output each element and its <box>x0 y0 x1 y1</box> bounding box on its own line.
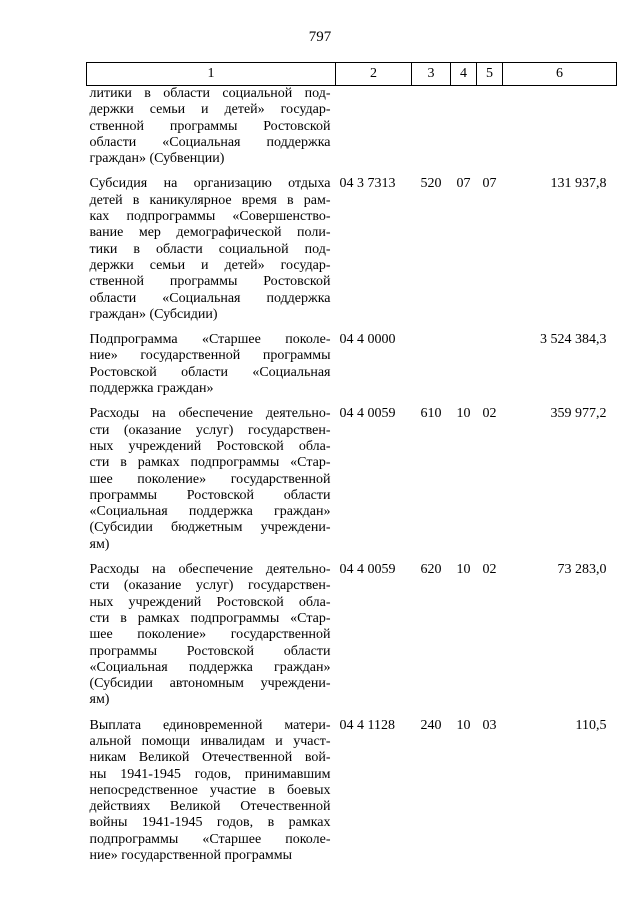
table-row <box>87 718 617 865</box>
spacer-cell <box>451 709 477 718</box>
description-line: программы Ростовской области <box>89 487 331 503</box>
row-code: 04 4 0059 <box>339 562 396 578</box>
description-line: (Субсидии бюджетным учреждени- <box>89 520 331 536</box>
table-row <box>87 562 617 709</box>
row-spacer <box>87 709 617 718</box>
row-description <box>87 176 336 323</box>
row-section: 10 <box>456 406 471 422</box>
description-line: шее поколение» государственной <box>89 471 331 487</box>
spacer-cell <box>477 397 503 406</box>
row-amount: 110,5 <box>575 717 607 733</box>
spacer-cell <box>451 553 477 562</box>
spacer-cell <box>477 167 503 176</box>
row-description <box>87 86 336 168</box>
row-description <box>87 332 336 397</box>
description-line: программы Ростовской области <box>89 643 331 659</box>
description-line: шее поколение» государственной <box>89 627 331 643</box>
page-number: 797 <box>308 29 332 45</box>
description-line: альной помощи инвалидам и участ- <box>89 733 331 749</box>
row-expense-type: 240 <box>420 717 442 733</box>
row-code: 04 4 0000 <box>339 332 396 348</box>
row-expense-type: 620 <box>420 562 442 578</box>
spacer-cell <box>87 709 336 718</box>
row-spacer <box>87 553 617 562</box>
column-header-6: 6 <box>503 63 617 86</box>
budget-table <box>86 62 617 864</box>
spacer-cell <box>451 323 477 332</box>
description-line: Расходы на обеспечение деятельно- <box>89 562 331 578</box>
spacer-cell <box>477 553 503 562</box>
row-amount: 131 937,8 <box>550 176 607 192</box>
spacer-cell <box>336 553 412 562</box>
table-row <box>87 406 617 553</box>
row-spacer <box>87 397 617 406</box>
description-line: держки семьи и детей» государ- <box>89 102 331 118</box>
row-subsection: 07 <box>482 176 497 192</box>
row-expense-type <box>412 86 451 168</box>
row-description <box>87 406 336 553</box>
description-line: ственной программы Ростовской <box>89 118 331 134</box>
row-amount: 73 283,0 <box>557 562 607 578</box>
spacer-cell <box>503 323 617 332</box>
spacer-cell <box>87 323 336 332</box>
spacer-cell <box>503 709 617 718</box>
spacer-cell <box>477 323 503 332</box>
description-line: «Социальная поддержка граждан» <box>89 504 331 520</box>
row-subsection <box>477 86 503 168</box>
row-code: 04 3 7313 <box>339 176 396 192</box>
description-line: Выплата единовременной матери- <box>89 717 331 733</box>
description-line: сти (оказание услуг) государствен- <box>89 422 331 438</box>
description-line: сти в рамках подпрограммы «Стар- <box>89 455 331 471</box>
description-line: литики в области социальной под- <box>89 86 331 101</box>
column-header-5: 5 <box>477 63 503 86</box>
spacer-cell <box>503 167 617 176</box>
table-row <box>87 86 617 168</box>
description-line: детей в каникулярное время в рам- <box>89 192 331 208</box>
description-line: области «Социальная поддержка <box>89 290 331 306</box>
description-line: «Социальная поддержка граждан» <box>89 659 331 675</box>
description-line: подпрограммы «Старшее поколе- <box>89 831 331 847</box>
description-line: действиях Великой Отечественной <box>89 799 331 815</box>
column-header-4: 4 <box>451 63 477 86</box>
description-line: Подпрограмма «Старшее поколе- <box>89 332 331 348</box>
table-header <box>87 63 617 86</box>
description-line: (Субсидии автономным учреждени- <box>89 676 331 692</box>
description-line: ных учреждений Ростовской обла- <box>89 438 331 454</box>
table-body <box>87 86 617 865</box>
description-line: непосредственное участие в боевых <box>89 782 331 798</box>
row-code: 04 4 0059 <box>339 406 396 422</box>
spacer-cell <box>412 397 451 406</box>
spacer-cell <box>87 553 336 562</box>
row-expense-type: 610 <box>420 406 442 422</box>
description-line: вание мер демографической поли- <box>89 225 331 241</box>
spacer-cell <box>503 397 617 406</box>
column-header-3: 3 <box>412 63 451 86</box>
spacer-cell <box>451 167 477 176</box>
description-line: никам Великой Отечественной вой- <box>89 750 331 766</box>
spacer-cell <box>412 167 451 176</box>
description-line: сти (оказание услуг) государствен- <box>89 578 331 594</box>
description-line: Субсидия на организацию отдыха <box>89 176 331 192</box>
spacer-cell <box>336 167 412 176</box>
description-line: ны 1941-1945 годов, принимавшим <box>89 766 331 782</box>
row-subsection: 02 <box>482 406 497 422</box>
spacer-cell <box>412 553 451 562</box>
description-line: ках подпрограммы «Совершенство- <box>89 209 331 225</box>
description-line: области «Социальная поддержка <box>89 134 331 150</box>
row-description <box>87 718 336 865</box>
spacer-cell <box>336 323 412 332</box>
spacer-cell <box>87 397 336 406</box>
spacer-cell <box>503 553 617 562</box>
description-line: войны 1941-1945 годов, в рамках <box>89 815 331 831</box>
description-line: ных учреждений Ростовской обла- <box>89 594 331 610</box>
row-amount: 359 977,2 <box>550 406 607 422</box>
description-line: ние» государственной программы <box>89 348 331 364</box>
description-line: ям) <box>89 536 110 552</box>
description-line: ственной программы Ростовской <box>89 274 331 290</box>
description-line: сти в рамках подпрограммы «Стар- <box>89 610 331 626</box>
description-line: ние» государственной программы <box>89 848 293 864</box>
description-line: Ростовской области «Социальная <box>89 364 331 380</box>
description-line: ям) <box>89 692 110 708</box>
row-subsection: 02 <box>482 562 497 578</box>
row-spacer <box>87 167 617 176</box>
description-line: Расходы на обеспечение деятельно- <box>89 406 331 422</box>
table-row <box>87 332 617 397</box>
spacer-cell <box>336 709 412 718</box>
row-code: 04 4 1128 <box>339 717 395 733</box>
spacer-cell <box>87 167 336 176</box>
row-amount <box>503 86 617 168</box>
row-section: 07 <box>456 176 471 192</box>
column-header-2: 2 <box>336 63 412 86</box>
spacer-cell <box>412 709 451 718</box>
row-section <box>451 86 477 168</box>
row-expense-type <box>412 332 451 397</box>
row-code <box>336 86 412 168</box>
spacer-cell <box>477 709 503 718</box>
description-line: поддержка граждан» <box>89 381 214 397</box>
description-line: тики в области социальной под- <box>89 241 331 257</box>
row-spacer <box>87 323 617 332</box>
description-line: держки семьи и детей» государ- <box>89 257 331 273</box>
row-subsection <box>477 332 503 397</box>
column-header-1: 1 <box>87 63 336 86</box>
row-amount: 3 524 384,3 <box>540 332 607 348</box>
row-section: 10 <box>456 562 471 578</box>
description-line: граждан» (Субвенции) <box>89 151 225 167</box>
description-line: граждан» (Субсидии) <box>89 306 218 322</box>
spacer-cell <box>412 323 451 332</box>
row-description <box>87 562 336 709</box>
table-row <box>87 176 617 323</box>
row-section: 10 <box>456 717 471 733</box>
spacer-cell <box>336 397 412 406</box>
row-subsection: 03 <box>482 717 497 733</box>
spacer-cell <box>451 397 477 406</box>
row-section <box>451 332 477 397</box>
row-expense-type: 520 <box>420 176 442 192</box>
